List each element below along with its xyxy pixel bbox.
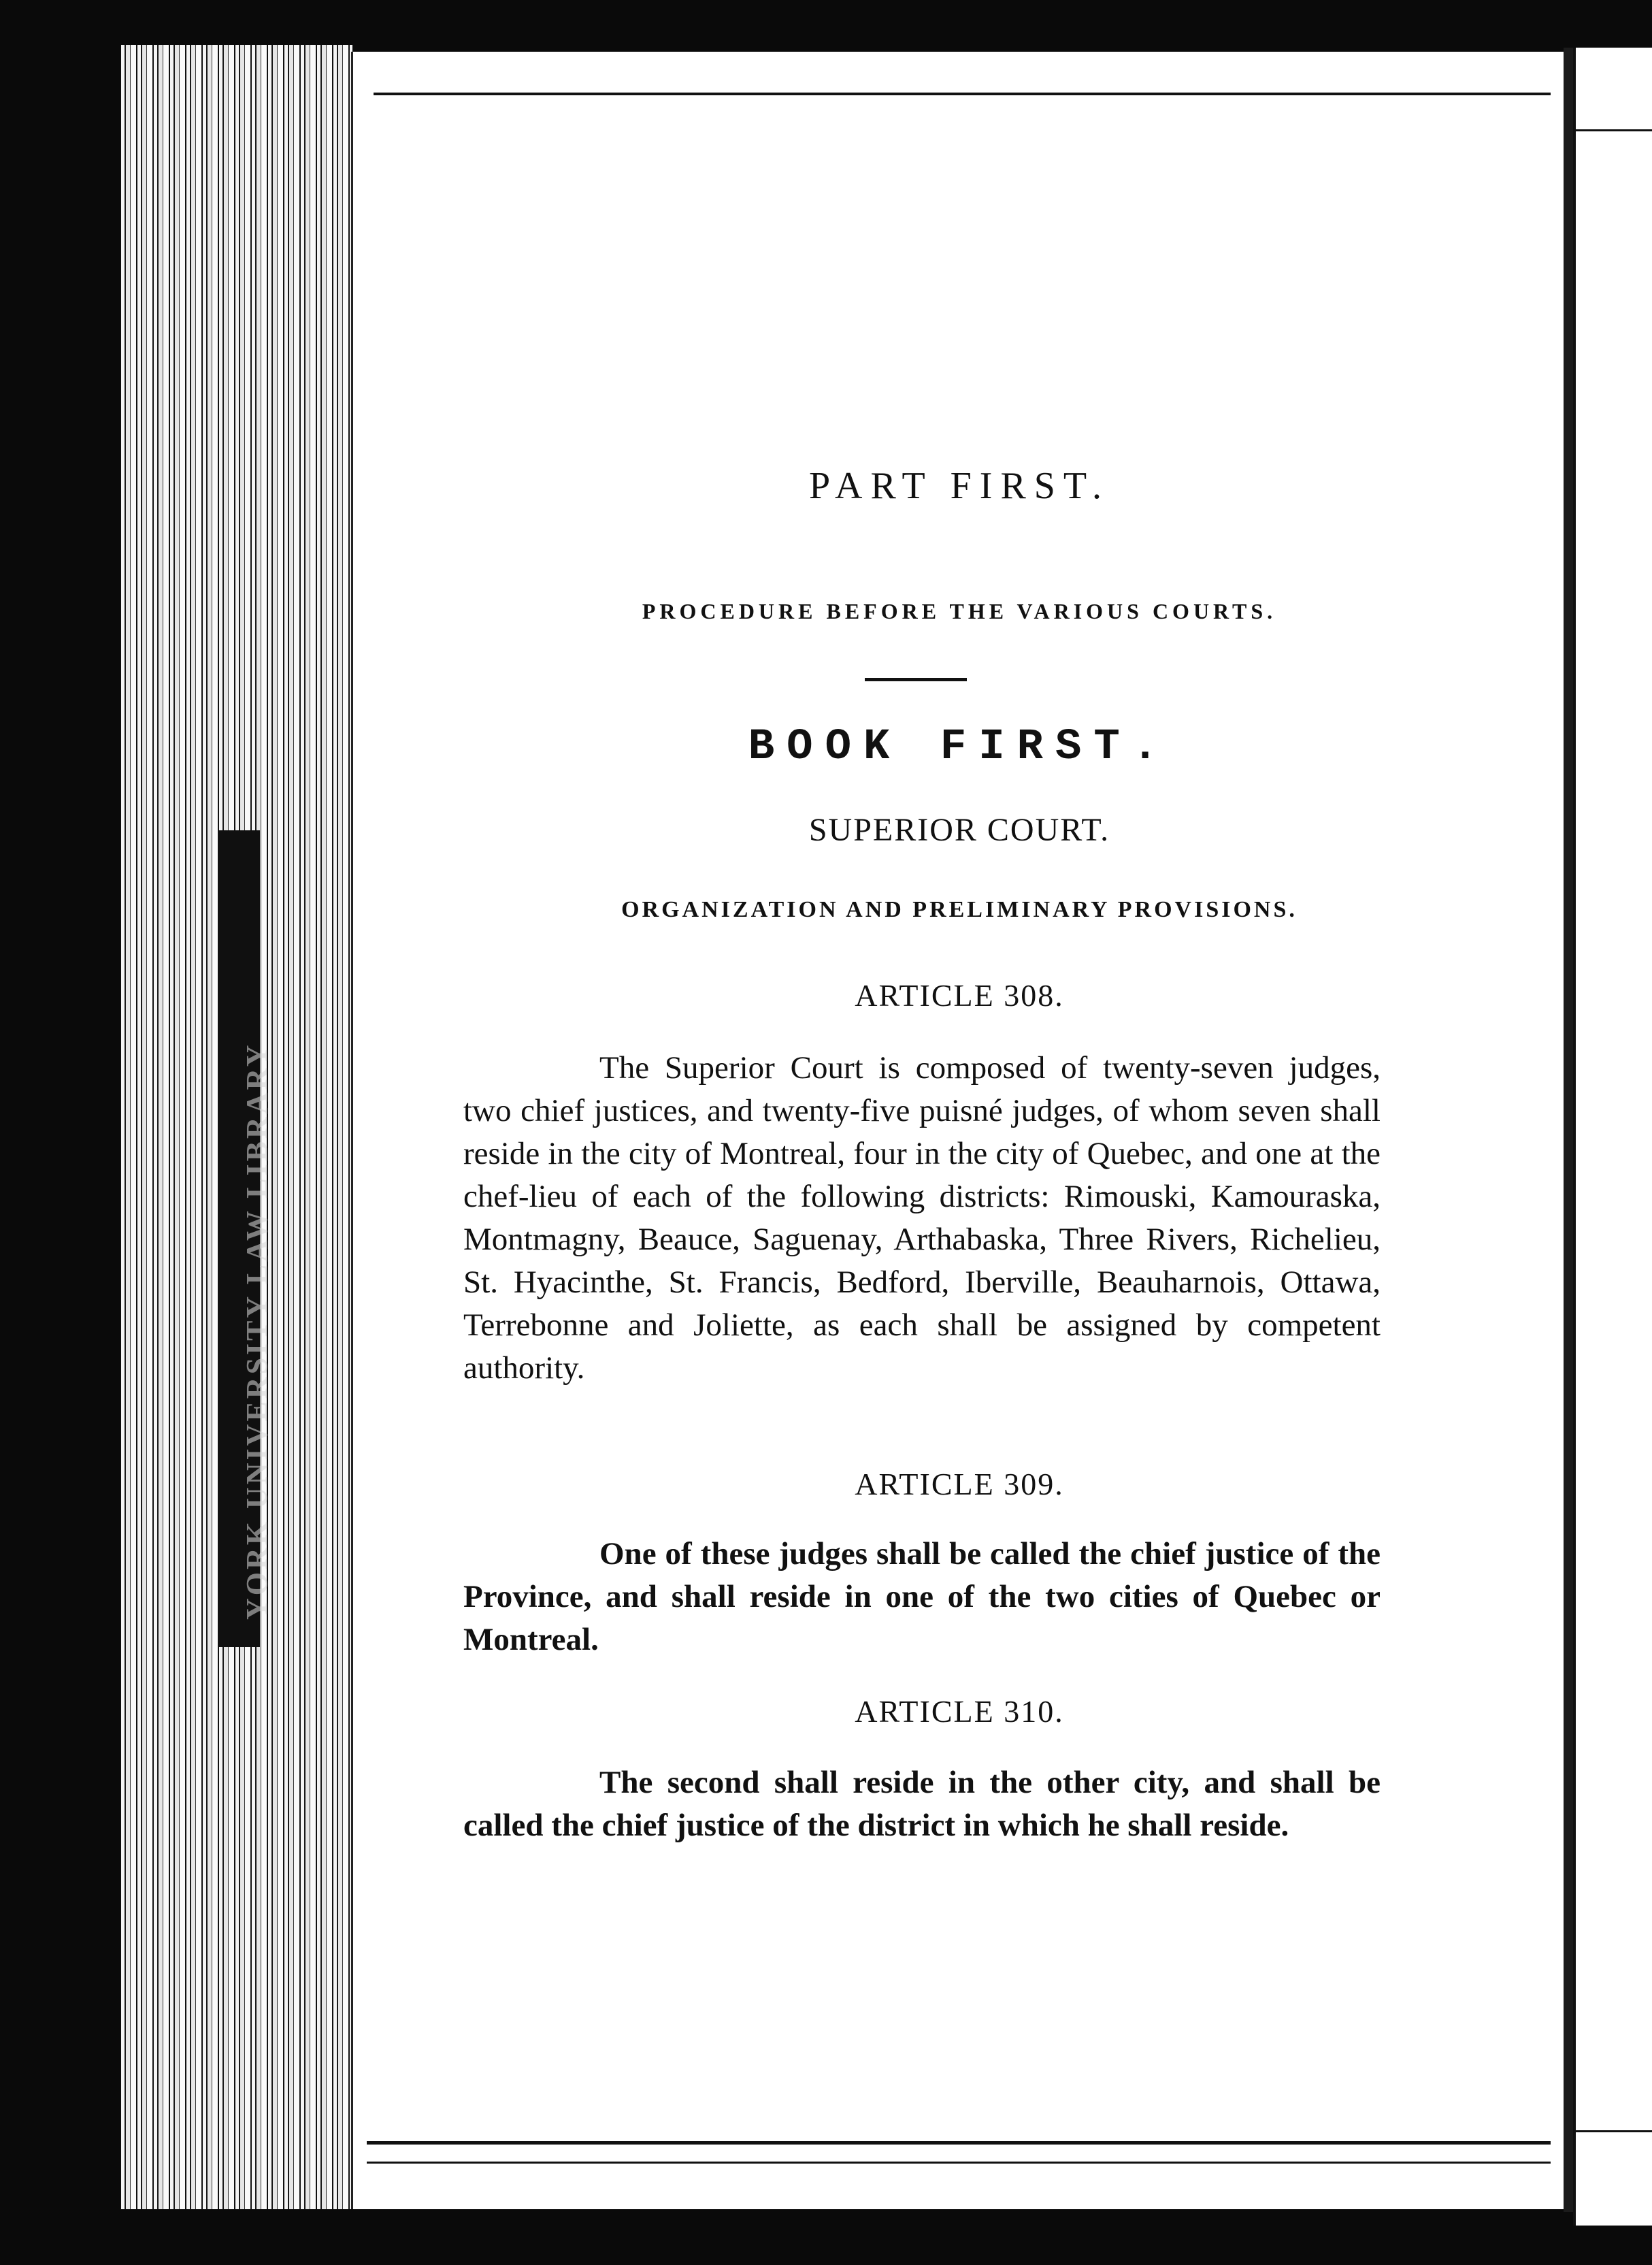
part-subtitle: PROCEDURE BEFORE THE VARIOUS COURTS. bbox=[642, 599, 1277, 623]
adjacent-page-edge bbox=[1573, 48, 1652, 2226]
section-title: ORGANIZATION AND PRELIMINARY PROVISIONS. bbox=[621, 897, 1298, 922]
spine-label: YORK UNIVERSITY LAW LIBRARY bbox=[240, 1042, 274, 1620]
bottom-rule bbox=[367, 2162, 1551, 2164]
part-title: PART FIRST. bbox=[809, 465, 1110, 507]
page-gutter-shadow bbox=[1564, 48, 1573, 2212]
book-page bbox=[351, 52, 1564, 2209]
article-heading: ARTICLE 310. bbox=[855, 1694, 1064, 1729]
article-heading: ARTICLE 309. bbox=[855, 1467, 1064, 1501]
section-divider bbox=[865, 678, 967, 681]
bottom-rule bbox=[367, 2141, 1551, 2145]
article-text: The Superior Court is composed of twenty-seven judges, two chief justices, and twenty-five puisné judges, of whom seven shall reside in the city of Montreal, four in the city of Quebec, and one at the chef-lieu of each of the following districts: Rimouski, Kamouraska, Montmagny, Beauce, Saguenay, Arthabaska, Three Rivers, Richelieu, St. Hyacinthe, St. Francis, Bedford, Iberville, Beauharnois, Ottawa, Terrebonne and Joliette, as each shall be assigned by competent authority. bbox=[463, 1050, 1381, 1386]
adjacent-page-rule bbox=[1576, 2130, 1652, 2132]
court-title: SUPERIOR COURT. bbox=[808, 812, 1110, 848]
book-title: BOOK FIRST. bbox=[748, 723, 1171, 772]
top-rule bbox=[374, 93, 1551, 95]
article-text: The second shall reside in the other city, and shall be called the chief justice of the district in which he shall reside. bbox=[463, 1765, 1381, 1843]
adjacent-page-rule bbox=[1576, 129, 1652, 131]
article-text: One of these judges shall be called the chief justice of the Province, and shall reside in one of the two cities of Quebec or Montreal. bbox=[463, 1536, 1381, 1657]
article-heading: ARTICLE 308. bbox=[855, 978, 1064, 1013]
